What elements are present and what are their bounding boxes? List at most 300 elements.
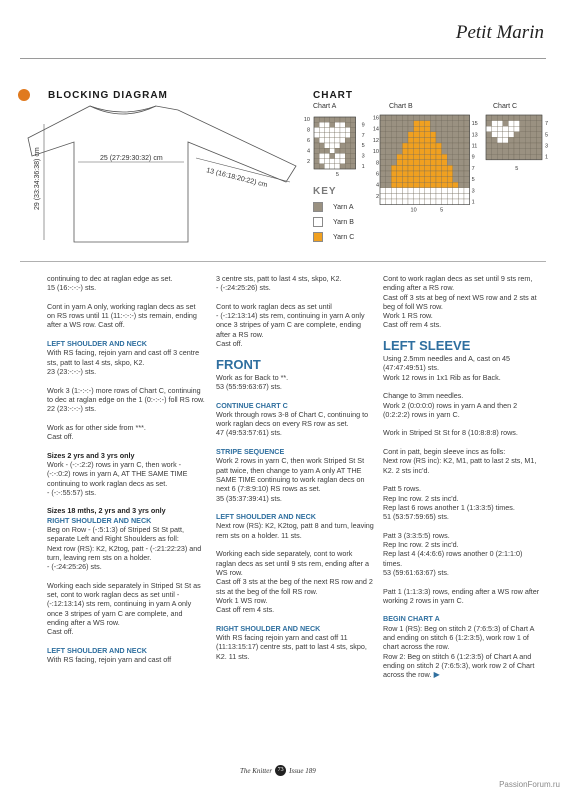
chart-cell bbox=[453, 165, 459, 171]
continue-arrow-icon: ▶ bbox=[431, 670, 440, 680]
length-measurement: 29 (33:34:36:38) cm bbox=[34, 147, 41, 210]
chart-cell bbox=[497, 126, 503, 132]
chart-cell bbox=[458, 171, 464, 177]
chart-cell bbox=[340, 117, 345, 122]
chart-cell bbox=[447, 126, 453, 132]
chart-cell bbox=[330, 117, 335, 122]
chart-cell bbox=[508, 154, 514, 160]
chart-cell bbox=[314, 138, 319, 143]
key-item-yarn-c bbox=[313, 232, 354, 242]
chart-b-grid bbox=[374, 113, 484, 223]
chart-cell bbox=[391, 199, 397, 205]
chart-cell bbox=[486, 149, 492, 155]
chart-cell bbox=[335, 122, 340, 127]
chart-cell bbox=[324, 117, 329, 122]
page-title: Petit Marin bbox=[455, 22, 544, 43]
chart-cell bbox=[464, 132, 470, 138]
chart-cell bbox=[536, 149, 542, 155]
section-heading: LEFT SHOULDER AND NECK bbox=[216, 512, 316, 522]
chart-tick-label: 15 bbox=[471, 121, 478, 128]
issue-number: Issue 189 bbox=[289, 766, 316, 775]
chart-cell bbox=[335, 159, 340, 164]
chart-tick-label: 1 bbox=[361, 163, 365, 170]
chart-cell bbox=[497, 132, 503, 138]
paragraph: Work in Striped St St for 8 (10:8:8:8) rows. bbox=[383, 428, 518, 438]
chart-cell bbox=[345, 164, 350, 169]
chart-cell bbox=[430, 132, 436, 138]
chart-cell bbox=[391, 160, 397, 166]
chart-cell bbox=[447, 160, 453, 166]
chart-cell bbox=[397, 137, 403, 143]
chart-cell bbox=[397, 154, 403, 160]
chart-cell bbox=[386, 165, 392, 171]
chart-cell bbox=[425, 177, 431, 183]
chart-tick-label: 7 bbox=[471, 165, 475, 172]
chart-cell bbox=[447, 193, 453, 199]
chart-cell bbox=[531, 149, 537, 155]
chart-cell bbox=[402, 115, 408, 121]
chart-cell bbox=[436, 188, 442, 194]
chart-cell bbox=[380, 143, 386, 149]
chart-cell bbox=[492, 143, 498, 149]
paragraph: Working each side separately in Striped St St as set, cont to work raglan decs as set until - (-:12:13:14) sts rem, continuing in yarn A only once 3 stripes of yarn C are complete, and ending after a WS row. Cast off. bbox=[47, 580, 201, 637]
chart-cell bbox=[453, 115, 459, 121]
chart-cell bbox=[419, 171, 425, 177]
chart-cell bbox=[391, 165, 397, 171]
key-label-yarn-b: Yarn B bbox=[333, 218, 354, 226]
chart-cell bbox=[419, 165, 425, 171]
paragraph: 3 centre sts, patt to last 4 sts, skpo, K2. - (-:24:25:26) sts. bbox=[216, 274, 342, 293]
chest-measurement: 25 (27:29:30:32) cm bbox=[100, 155, 163, 162]
chart-cell bbox=[425, 149, 431, 155]
chart-cell bbox=[508, 137, 514, 143]
chart-cell bbox=[350, 143, 355, 148]
chart-cell bbox=[335, 143, 340, 148]
chart-cell bbox=[447, 143, 453, 149]
chart-cell bbox=[350, 117, 355, 122]
chart-cell bbox=[386, 171, 392, 177]
paragraph: continuing to dec at raglan edge as set. 15 (16:-:-:-) sts. bbox=[47, 274, 173, 293]
chart-cell bbox=[402, 149, 408, 155]
chart-cell bbox=[319, 122, 324, 127]
chart-cell bbox=[386, 149, 392, 155]
chart-cell bbox=[453, 149, 459, 155]
chart-cell bbox=[386, 121, 392, 127]
chart-cell bbox=[397, 193, 403, 199]
chart-cell bbox=[442, 149, 448, 155]
chart-cell bbox=[497, 115, 503, 121]
chart-cell bbox=[520, 126, 526, 132]
chart-cell bbox=[402, 165, 408, 171]
chart-cell bbox=[442, 193, 448, 199]
chart-cell bbox=[386, 115, 392, 121]
chart-cell bbox=[335, 148, 340, 153]
chart-cell bbox=[345, 138, 350, 143]
paragraph: Work - (-:-:2:2) rows in yarn C, then work - (-:-:0:2) rows in yarn A, AT THE SAME TIME continuing to work raglan decs as set. - (-:-:55:57) sts. bbox=[47, 459, 188, 497]
chart-cell bbox=[397, 171, 403, 177]
chart-tick-label: 1 bbox=[545, 154, 549, 161]
chart-cell bbox=[430, 188, 436, 194]
chart-cell bbox=[497, 154, 503, 160]
chart-cell bbox=[419, 182, 425, 188]
chart-cell bbox=[408, 137, 414, 143]
chart-cell bbox=[464, 182, 470, 188]
chart-cell bbox=[525, 132, 531, 138]
chart-cell bbox=[464, 160, 470, 166]
paragraph: With RS facing rejoin yarn and cast off 11 (11:13:15:17) centre sts, patt to last 4 sts, skpo, K2. 11 sts. bbox=[216, 632, 367, 661]
chart-cell bbox=[397, 165, 403, 171]
chart-cell bbox=[486, 143, 492, 149]
chart-cell bbox=[319, 133, 324, 138]
chart-cell bbox=[442, 126, 448, 132]
chart-cell bbox=[430, 193, 436, 199]
chart-cell bbox=[453, 182, 459, 188]
chart-cell bbox=[345, 117, 350, 122]
watermark: PassionForum.ru bbox=[499, 780, 560, 789]
chart-cell bbox=[447, 154, 453, 160]
chart-cell bbox=[340, 148, 345, 153]
chart-cell bbox=[414, 182, 420, 188]
chart-cell bbox=[314, 143, 319, 148]
chart-tick-label: 3 bbox=[545, 143, 549, 150]
chart-cell bbox=[380, 115, 386, 121]
chart-tick-label: 2 bbox=[375, 193, 379, 200]
chart-b-label: Chart B bbox=[389, 103, 413, 110]
chart-cell bbox=[397, 132, 403, 138]
chart-cell bbox=[525, 137, 531, 143]
section-heading: RIGHT SHOULDER AND NECK bbox=[216, 623, 321, 633]
chart-tick-label: 10 bbox=[372, 149, 379, 156]
chart-cell bbox=[430, 115, 436, 121]
chart-cell bbox=[330, 138, 335, 143]
chart-cell bbox=[408, 154, 414, 160]
paragraph: Patt 1 (1:1:3:3) rows, ending after a WS row after working 2 rows in yarn C. bbox=[383, 586, 540, 605]
chart-cell bbox=[447, 182, 453, 188]
chart-cell bbox=[345, 153, 350, 158]
chart-cell bbox=[340, 143, 345, 148]
chart-cell bbox=[520, 132, 526, 138]
chart-cell bbox=[425, 188, 431, 194]
chart-cell bbox=[425, 171, 431, 177]
chart-cell bbox=[508, 132, 514, 138]
chart-cell bbox=[397, 126, 403, 132]
chart-cell bbox=[380, 121, 386, 127]
chart-cell bbox=[391, 121, 397, 127]
chart-cell bbox=[458, 182, 464, 188]
chart-cell bbox=[419, 149, 425, 155]
chart-cell bbox=[503, 137, 509, 143]
chart-cell bbox=[391, 149, 397, 155]
chart-cell bbox=[386, 177, 392, 183]
chart-cell bbox=[436, 182, 442, 188]
chart-cell bbox=[319, 138, 324, 143]
chart-c-grid bbox=[484, 113, 554, 173]
chart-cell bbox=[335, 127, 340, 132]
chart-tick-label: 13 bbox=[471, 132, 478, 139]
section-heading: Sizes 2 yrs and 3 yrs only bbox=[47, 450, 135, 460]
section-heading: Sizes 18 mths, 2 yrs and 3 yrs only bbox=[47, 506, 166, 516]
chart-cell bbox=[419, 115, 425, 121]
chart-cell bbox=[414, 137, 420, 143]
chart-tick-label: 4 bbox=[375, 182, 379, 189]
chart-cell bbox=[442, 121, 448, 127]
chart-cell bbox=[486, 132, 492, 138]
chart-cell bbox=[442, 171, 448, 177]
section-heading: RIGHT SHOULDER AND NECK bbox=[47, 515, 152, 525]
chart-cell bbox=[503, 126, 509, 132]
paragraph: Work 3 (1:-:-:-) more rows of Chart C, continuing to dec at raglan edge on the 1 (0:-:-:-) foll RS row. 22 (23:-:-:-) sts. bbox=[47, 385, 205, 414]
chart-cell bbox=[425, 193, 431, 199]
chart-cell bbox=[514, 149, 520, 155]
chart-cell bbox=[414, 199, 420, 205]
chart-tick-label: 5 bbox=[335, 172, 339, 178]
chart-cell bbox=[447, 171, 453, 177]
chart-cell bbox=[402, 126, 408, 132]
chart-cell bbox=[464, 199, 470, 205]
chart-cell bbox=[430, 171, 436, 177]
chart-cell bbox=[324, 133, 329, 138]
chart-cell bbox=[386, 182, 392, 188]
chart-cell bbox=[391, 137, 397, 143]
chart-cell bbox=[408, 121, 414, 127]
blocking-diagram-title: BLOCKING DIAGRAM bbox=[48, 90, 168, 101]
chart-cell bbox=[436, 121, 442, 127]
chart-cell bbox=[536, 121, 542, 127]
chart-cell bbox=[324, 159, 329, 164]
chart-cell bbox=[525, 149, 531, 155]
chart-cell bbox=[335, 153, 340, 158]
chart-cell bbox=[436, 193, 442, 199]
chart-cell bbox=[340, 159, 345, 164]
chart-cell bbox=[492, 126, 498, 132]
paragraph: Next row (RS): K2, K2tog, patt 8 and turn, leaving rem sts on a holder. 11 sts. bbox=[216, 521, 374, 540]
chart-cell bbox=[442, 137, 448, 143]
chart-cell bbox=[453, 143, 459, 149]
chart-tick-label: 7 bbox=[545, 121, 549, 128]
chart-cell bbox=[520, 154, 526, 160]
paragraph: Cont to work raglan decs as set until 9 sts rem, ending after a RS row. Cast off 3 sts at beg of next WS row and 2 sts at beg of foll WS row. Work 1 RS row. Cast off rem 4 sts. bbox=[383, 274, 537, 330]
chart-cell bbox=[425, 115, 431, 121]
chart-cell bbox=[414, 193, 420, 199]
chart-cell bbox=[492, 121, 498, 127]
chart-cell bbox=[436, 149, 442, 155]
chart-cell bbox=[330, 164, 335, 169]
chart-cell bbox=[419, 137, 425, 143]
chart-cell bbox=[514, 137, 520, 143]
chart-cell bbox=[536, 132, 542, 138]
chart-cell bbox=[486, 154, 492, 160]
chart-cell bbox=[391, 154, 397, 160]
chart-cell bbox=[453, 193, 459, 199]
chart-cell bbox=[386, 154, 392, 160]
chart-cell bbox=[442, 160, 448, 166]
chart-cell bbox=[531, 132, 537, 138]
paragraph: Patt 5 rows. Rep Inc row. 2 sts inc'd. Rep last 6 rows another 1 (1:3:3:5) times. 51 (53:57:59:65) sts. bbox=[383, 484, 515, 522]
chart-cell bbox=[497, 121, 503, 127]
top-divider bbox=[20, 58, 546, 59]
chart-cell bbox=[492, 149, 498, 155]
chart-tick-label: 7 bbox=[361, 132, 365, 139]
chart-cell bbox=[402, 177, 408, 183]
chart-cell bbox=[464, 188, 470, 194]
chart-cell bbox=[391, 143, 397, 149]
chart-cell bbox=[492, 137, 498, 143]
chart-cell bbox=[458, 121, 464, 127]
chart-cell bbox=[436, 154, 442, 160]
chart-tick-label: 12 bbox=[372, 137, 379, 144]
text-column-2 bbox=[216, 274, 374, 670]
chart-tick-label: 16 bbox=[372, 115, 379, 122]
chart-cell bbox=[335, 164, 340, 169]
chart-cell bbox=[324, 153, 329, 158]
chart-cell bbox=[414, 126, 420, 132]
chart-cell bbox=[350, 153, 355, 158]
chart-cell bbox=[436, 137, 442, 143]
chart-cell bbox=[430, 160, 436, 166]
chart-cell bbox=[436, 160, 442, 166]
paragraph: Work through rows 3-8 of Chart C, continuing to work raglan decs on every RS row as set. 47 (49:53:57:61) sts. bbox=[216, 409, 369, 438]
chart-cell bbox=[453, 199, 459, 205]
chart-cell bbox=[335, 138, 340, 143]
paragraph: Work 2 rows in yarn C, then work Striped St St patt twice, then change to yarn A only AT THE SAME TIME continuing to work raglan decs on next 6 (7:8:9:10) RS rows as set. 35 (35:37:39:41) sts. bbox=[216, 456, 365, 503]
chart-cell bbox=[492, 115, 498, 121]
chart-cell bbox=[402, 193, 408, 199]
chart-tick-label: 10 bbox=[410, 207, 417, 214]
chart-tick-label: 5 bbox=[515, 165, 519, 172]
chart-cell bbox=[520, 149, 526, 155]
chart-cell bbox=[425, 137, 431, 143]
chart-cell bbox=[414, 132, 420, 138]
chart-cell bbox=[419, 154, 425, 160]
key-item-yarn-b bbox=[313, 217, 354, 227]
sweater-diagram bbox=[28, 100, 298, 250]
chart-cell bbox=[391, 132, 397, 138]
chart-cell bbox=[345, 143, 350, 148]
chart-cell bbox=[464, 171, 470, 177]
chart-cell bbox=[419, 177, 425, 183]
chart-cell bbox=[324, 122, 329, 127]
chart-cell bbox=[380, 132, 386, 138]
chart-cell bbox=[464, 177, 470, 183]
chart-cell bbox=[436, 126, 442, 132]
chart-cell bbox=[536, 154, 542, 160]
chart-cell bbox=[419, 193, 425, 199]
chart-cell bbox=[402, 137, 408, 143]
chart-tick-label: 5 bbox=[361, 143, 365, 150]
chart-cell bbox=[340, 133, 345, 138]
chart-cell bbox=[430, 121, 436, 127]
chart-cell bbox=[345, 122, 350, 127]
chart-cell bbox=[397, 143, 403, 149]
chart-tick-label: 10 bbox=[303, 117, 310, 124]
chart-cell bbox=[386, 193, 392, 199]
chart-tick-label: 4 bbox=[306, 148, 310, 155]
section-heading: CONTINUE CHART C bbox=[216, 400, 288, 410]
chart-cell bbox=[436, 199, 442, 205]
chart-cell bbox=[350, 159, 355, 164]
chart-cell bbox=[508, 149, 514, 155]
chart-cell bbox=[319, 148, 324, 153]
chart-cell bbox=[345, 127, 350, 132]
chart-tick-label: 9 bbox=[471, 154, 475, 161]
chart-cell bbox=[458, 154, 464, 160]
paragraph: Work as for other side from ***. Cast off. bbox=[47, 422, 146, 442]
chart-cell bbox=[408, 177, 414, 183]
chart-cell bbox=[330, 122, 335, 127]
chart-cell bbox=[464, 154, 470, 160]
chart-tick-label: 3 bbox=[361, 153, 365, 160]
chart-cell bbox=[402, 182, 408, 188]
chart-cell bbox=[442, 143, 448, 149]
chart-cell bbox=[447, 132, 453, 138]
chart-cell bbox=[414, 165, 420, 171]
chart-cell bbox=[397, 121, 403, 127]
chart-cell bbox=[408, 132, 414, 138]
paragraph: Working each side separately, cont to work raglan decs as set until 9 sts rem, ending after a WS row. Cast off 3 sts at the beg of the next RS row and 2 sts at the beg of the foll RS row. Work 1 WS row. Cast off rem 4 sts. bbox=[216, 549, 373, 615]
paragraph: Using 2.5mm needles and A, cast on 45 (47:47:49:51) sts. Work 12 rows in 1x1 Rib as for Back. bbox=[383, 354, 511, 382]
chart-cell bbox=[380, 177, 386, 183]
chart-cell bbox=[442, 115, 448, 121]
chart-cell bbox=[319, 164, 324, 169]
chart-cell bbox=[345, 133, 350, 138]
chart-cell bbox=[330, 159, 335, 164]
chart-cell bbox=[425, 121, 431, 127]
chart-cell bbox=[453, 177, 459, 183]
chart-cell bbox=[414, 154, 420, 160]
chart-cell bbox=[408, 160, 414, 166]
chart-cell bbox=[397, 177, 403, 183]
paragraph: Cont to work raglan decs as set until - (-:12:13:14) sts rem, continuing in yarn A only once 3 stripes of yarn C are complete, ending after a RS row. Cast off. bbox=[216, 301, 365, 349]
chart-cell bbox=[340, 127, 345, 132]
chart-cell bbox=[503, 143, 509, 149]
chart-cell bbox=[430, 149, 436, 155]
chart-cell bbox=[492, 132, 498, 138]
chart-cell bbox=[350, 127, 355, 132]
chart-cell bbox=[386, 188, 392, 194]
chart-c-label: Chart C bbox=[493, 103, 518, 110]
chart-cell bbox=[447, 115, 453, 121]
chart-cell bbox=[419, 143, 425, 149]
paragraph: With RS facing, rejoin yarn and cast off bbox=[47, 655, 172, 665]
section-heading: BEGIN CHART A bbox=[383, 614, 440, 624]
chart-cell bbox=[503, 121, 509, 127]
chart-cell bbox=[447, 188, 453, 194]
section-heading: LEFT SHOULDER AND NECK bbox=[47, 645, 147, 655]
chart-cell bbox=[425, 126, 431, 132]
key-label-yarn-a: Yarn A bbox=[333, 203, 354, 211]
chart-cell bbox=[425, 199, 431, 205]
chart-cell bbox=[330, 143, 335, 148]
chart-cell bbox=[397, 182, 403, 188]
chart-cell bbox=[391, 182, 397, 188]
chart-cell bbox=[425, 182, 431, 188]
chart-cell bbox=[350, 122, 355, 127]
chart-cell bbox=[453, 126, 459, 132]
chart-cell bbox=[525, 115, 531, 121]
chart-cell bbox=[520, 115, 526, 121]
chart-cell bbox=[402, 143, 408, 149]
chart-cell bbox=[408, 182, 414, 188]
chart-cell bbox=[330, 153, 335, 158]
chart-cell bbox=[425, 132, 431, 138]
chart-cell bbox=[447, 199, 453, 205]
chart-cell bbox=[319, 117, 324, 122]
chart-a-grid bbox=[302, 113, 370, 185]
chart-cell bbox=[453, 121, 459, 127]
chart-cell bbox=[397, 149, 403, 155]
swatch-yarn-c bbox=[313, 232, 323, 242]
chart-tick-label: 14 bbox=[372, 126, 379, 133]
